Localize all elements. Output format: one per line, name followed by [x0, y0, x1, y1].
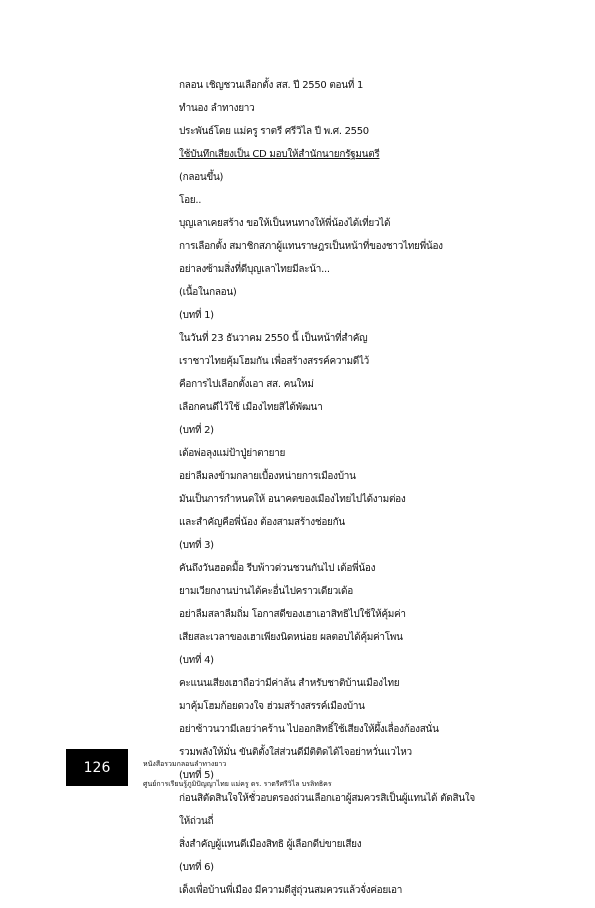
poem-line-text: (เนื้อในกลอน): [179, 287, 237, 298]
poem-line-text: (บทที่ 6): [179, 862, 214, 873]
poem-line: [179, 885, 519, 908]
poem-line-text: (บทที่ 1): [179, 310, 214, 321]
poem-line: [179, 540, 519, 563]
poem-line: [179, 402, 519, 425]
poem-line: [179, 839, 519, 862]
poem-line: [179, 494, 519, 517]
poem-line-text: ทำนอง ลำทางยาว: [179, 103, 255, 114]
poem-line: [179, 287, 519, 310]
poem-line-text: มันเป็นการกำหนดให้ อนาคตของเมืองไทยไปได้งามต่อง: [179, 494, 406, 505]
footer-caption: [143, 754, 332, 794]
poem-line-text: อย่าซ้าวนวามีเลยว่าคร้าน ไปออกสิทธิ์ใช้เสียงให้ผึ้งเลื่องก้องสนั่น: [179, 724, 439, 735]
poem-line: [179, 195, 519, 218]
poem-line-text: ก่อนสิตัดสินใจให้ชั่วอบตรองถ่วนเลือกเอาผู้สมควรสิเป็นผู้แทนได้ ตัดสินใจ: [179, 793, 475, 804]
poem-line: [179, 517, 519, 540]
poem-line-text: เสียสละเวลาของเฮาเพียงนิดหน่อย ผลตอบได้คุ้มค่าโพน: [179, 632, 403, 643]
poem-line-text: การเลือกตั้ง สมาชิกสภาผู้แทนราษฎรเป็นหน้าที่ของชาวไทยพี่น้อง: [179, 241, 443, 252]
poem-line-text: อย่าลงซ้ามสิ่งที่ดีบุญเลาไทยมีละน้า...: [179, 264, 330, 275]
poem-line: [179, 356, 519, 379]
poem-line: [179, 126, 519, 149]
poem-line-text: ประพันธ์โดย แม่ครู ราตรี ศรีวิไล ปี พ.ศ. 2550: [179, 126, 369, 137]
footer-line-1: หนังสือรวมกลอนลำทางยาว: [143, 760, 227, 768]
poem-line: [179, 80, 519, 103]
poem-line-text: โอย..: [179, 195, 202, 206]
page-number: 126: [83, 759, 111, 776]
poem-line-text: ยามเวียกงานบ่านได้คะอื่นไปคราวเดียวเด้อ: [179, 586, 353, 597]
poem-line: [179, 793, 519, 816]
poem-line: [179, 586, 519, 609]
poem-line-text: อย่าลืมสลาลืมถิ่ม โอกาสดีของเฮาเอาสิทธิไปใช้ให้คุ้มค่า: [179, 609, 406, 620]
poem-line: [179, 264, 519, 287]
poem-line-text: กลอน เชิญชวนเลือกตั้ง สส. ปี 2550 ตอนที่ 1: [179, 80, 364, 91]
poem-line: [179, 701, 519, 724]
poem-line-text: เด้อพ่อลุงแม่ป้าปู่ย่าตายาย: [179, 448, 286, 459]
poem-line-text: อย่าลืมลงข้ามกลายเบื้องหน่ายการเมืองบ้าน: [179, 471, 356, 482]
poem-line-text: รวมพลังให้มั่น ขันติตั้งใส่ส่วนดีมีติติดได้ไจอย่าหวั่นแวไหว: [179, 747, 412, 758]
poem-line-text: บุญเลาเคยสร้าง ขอให้เป็นหนทางให้พี่น้องได้เที่ยวได้: [179, 218, 391, 229]
poem-line-text: ใช้บันทึกเสียงเป็น CD มอบให้สำนักนายกรัฐมนตรี: [179, 149, 380, 160]
poem-line-text: (บทที่ 3): [179, 540, 214, 551]
poem-line: [179, 471, 519, 494]
poem-line-text: ในวันที่ 23 ธันวาคม 2550 นี้ เป็นหน้าที่สำคัญ: [179, 333, 368, 344]
poem-line: [179, 655, 519, 678]
poem-line: [179, 724, 519, 747]
poem-line: [179, 218, 519, 241]
poem-line-text: (บทที่ 4): [179, 655, 214, 666]
poem-line-text: ให้ถ่วนถี่: [179, 816, 214, 827]
poem-line: [179, 563, 519, 586]
page-number-box: [66, 749, 128, 786]
poem-line: [179, 425, 519, 448]
poem-line-text: คะแนนเสียงเฮาถือว่ามีค่าล้น สำหรับชาติบ้านเมืองไทย: [179, 678, 400, 689]
poem-line-text: (บทที่ 5): [179, 770, 214, 781]
poem-line: [179, 448, 519, 471]
poem-line-text: มาคุ้มโฮมก้อยดวงใจ ฮ่วมสร้างสรรค์เมืองบ้าน: [179, 701, 365, 712]
poem-line-text: เลือกคนดีไว้ใช้ เมืองไทยสิได้พัฒนา: [179, 402, 323, 413]
poem-line-text: และสำคัญคือพี่น้อง ต้องสามสร้างช่อยกัน: [179, 517, 345, 528]
poem-line-text: คือการไปเลือกตั้งเอา สส. คนใหม่: [179, 379, 314, 390]
poem-line-text: เด็งเพื่อบ้านพี่เมือง มีความดีสู่ถุ่วนสมควรแล้วจั่งค่อยเอา: [179, 885, 403, 896]
poem-line: [179, 310, 519, 333]
poem-line-text: (บทที่ 2): [179, 425, 214, 436]
poem-line: [179, 241, 519, 264]
poem-line: [179, 379, 519, 402]
poem-line-text: คันถึงวันฮอดมื้อ รีบพ้าวด่วนชวนกันไป เด้อพี่น้อง: [179, 563, 376, 574]
poem-line: [179, 103, 519, 126]
poem-line: [179, 333, 519, 356]
poem-line: [179, 609, 519, 632]
footer-line-2: ศูนย์การเรียนรู้ภูมิปัญญาไทย แม่ครู ดร. ราตรีศรีวิไล บรลิทธิคร: [143, 780, 332, 788]
poem-line-text: เราชาวไทยคุ้มโฮมกัน เพื่อสร้างสรรค์ความดีไว้: [179, 356, 369, 367]
poem-line: [179, 816, 519, 839]
poem-line: [179, 149, 519, 172]
poem-line-text: สิ่งสำคัญผู้แทนดีเมืองสิทธิ ผู้เลือกดีบ่ขายเสียง: [179, 839, 362, 850]
poem-line-text: (กลอนขึ้น): [179, 172, 224, 183]
poem-line: [179, 632, 519, 655]
poem-line: [179, 172, 519, 195]
poem-line: [179, 678, 519, 701]
poem-line: [179, 862, 519, 885]
